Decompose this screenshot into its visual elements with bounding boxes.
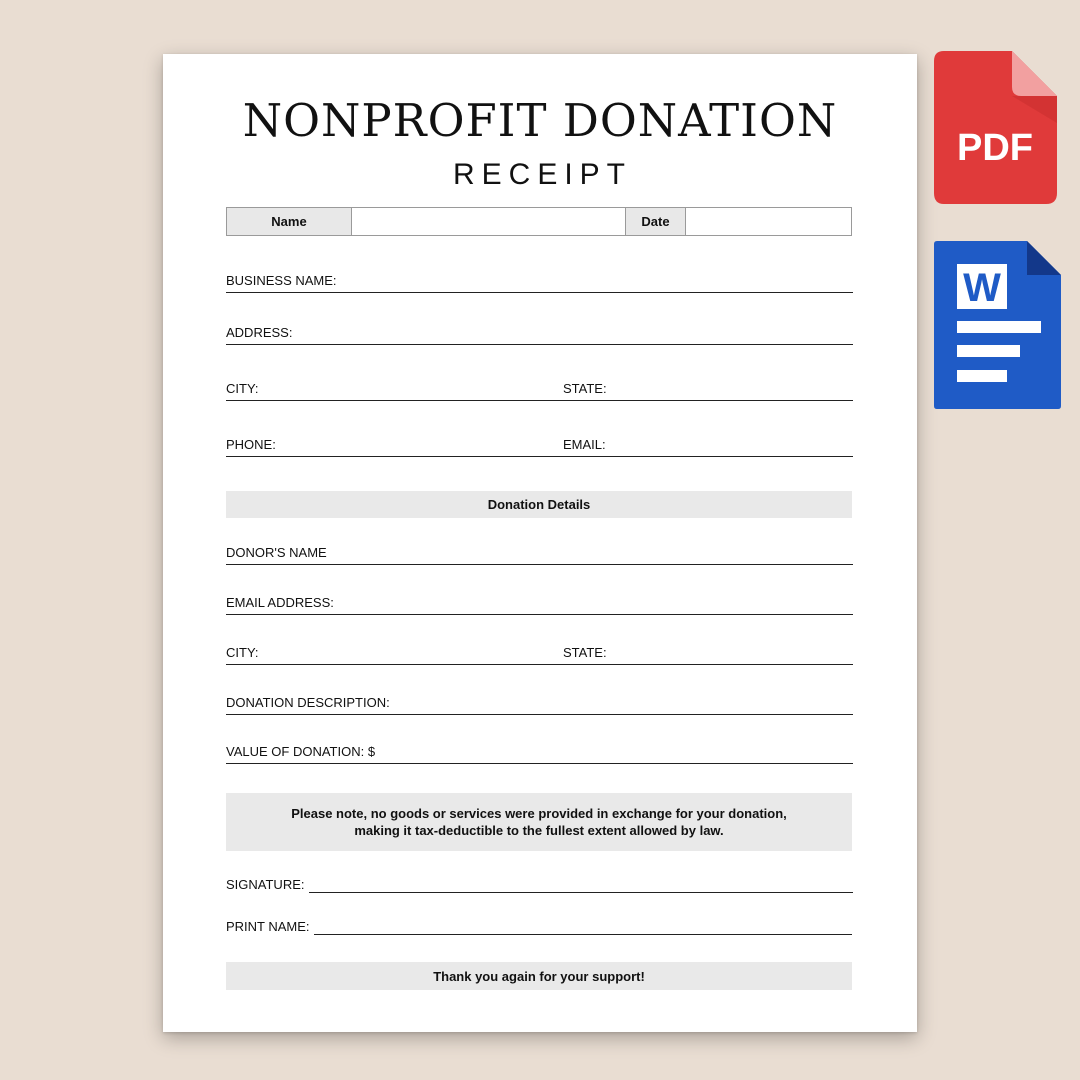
- thank-you-banner: Thank you again for your support!: [226, 962, 852, 990]
- donation-description-label: DONATION DESCRIPTION:: [226, 695, 390, 710]
- phone-email-line[interactable]: [226, 456, 853, 457]
- word-letter: W: [963, 266, 1001, 310]
- signature-label: SIGNATURE:: [226, 877, 305, 892]
- date-label: Date: [625, 208, 685, 235]
- name-date-row: [226, 207, 852, 236]
- tax-note-line-2: making it tax-deductible to the fullest extent allowed by law.: [354, 823, 724, 838]
- signature-line[interactable]: [309, 892, 853, 893]
- date-field[interactable]: [685, 208, 851, 235]
- print-name-label: PRINT NAME:: [226, 919, 310, 934]
- pdf-label: PDF: [957, 127, 1033, 169]
- tax-note: [226, 793, 852, 851]
- donor-name-label: DONOR'S NAME: [226, 545, 327, 560]
- word-file-icon: [934, 241, 1061, 410]
- name-field[interactable]: [351, 208, 625, 235]
- city-label: CITY:: [226, 381, 259, 396]
- phone-label: PHONE:: [226, 437, 276, 452]
- value-of-donation-line[interactable]: [226, 763, 853, 764]
- business-name-label: BUSINESS NAME:: [226, 273, 337, 288]
- donor-name-line[interactable]: [226, 564, 853, 565]
- donor-city-label: CITY:: [226, 645, 259, 660]
- name-label: Name: [227, 208, 351, 235]
- print-name-line[interactable]: [314, 934, 852, 935]
- address-label: ADDRESS:: [226, 325, 293, 340]
- value-of-donation-label: VALUE OF DONATION: $: [226, 744, 376, 759]
- email-address-line[interactable]: [226, 614, 853, 615]
- business-name-line[interactable]: [226, 292, 853, 293]
- donation-details-header: Donation Details: [226, 491, 852, 518]
- email-label: EMAIL:: [563, 437, 606, 452]
- tax-note-line-1: Please note, no goods or services were provided in exchange for your donation,: [291, 806, 787, 821]
- donor-state-label: STATE:: [563, 645, 607, 660]
- page-subtitle: RECEIPT: [452, 158, 633, 191]
- donor-city-state-line[interactable]: [226, 664, 853, 665]
- state-label: STATE:: [563, 381, 607, 396]
- city-state-line[interactable]: [226, 400, 853, 401]
- page-title: NONPROFIT DONATION: [242, 94, 838, 147]
- pdf-file-icon: [934, 51, 1057, 205]
- donation-description-line[interactable]: [226, 714, 853, 715]
- address-line[interactable]: [226, 344, 853, 345]
- email-address-label: EMAIL ADDRESS:: [226, 595, 334, 610]
